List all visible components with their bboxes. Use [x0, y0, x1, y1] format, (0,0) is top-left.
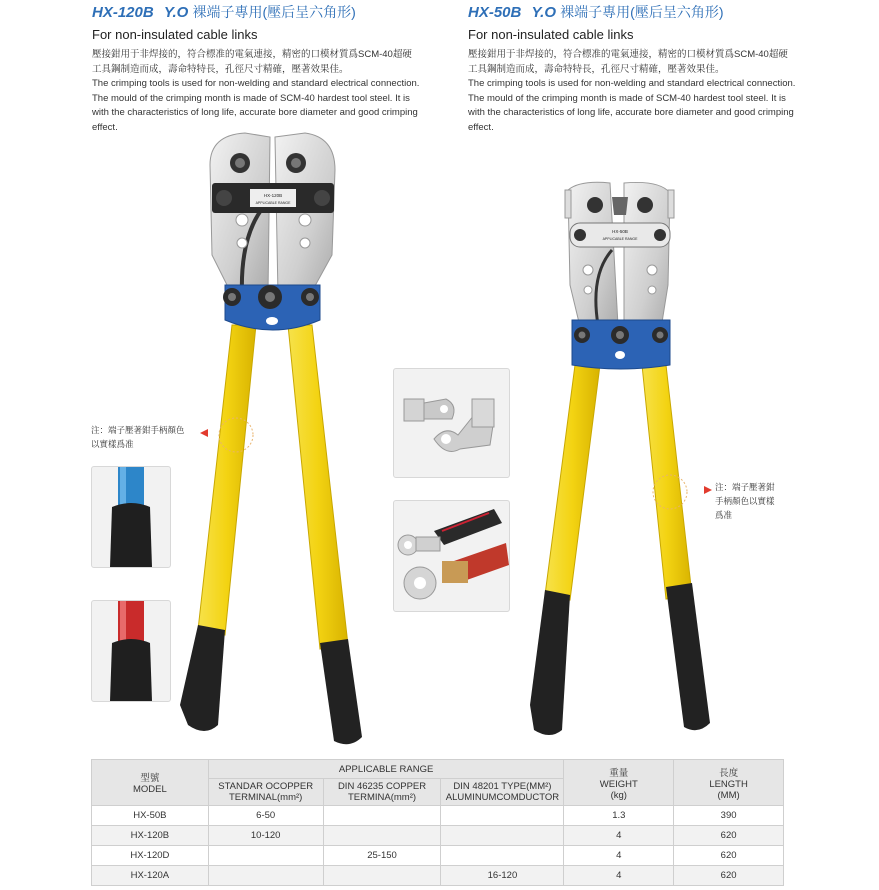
note-arrow-icon: [704, 486, 712, 494]
row-din48201: [441, 846, 564, 866]
right-grip: [320, 639, 362, 744]
right-note-line-3: 爲准: [715, 511, 733, 521]
right-desc-en-4: effect.: [468, 121, 494, 133]
left-model-name: HX-120B: [92, 4, 154, 21]
din48201-header: [441, 779, 564, 806]
row-din46235: [323, 866, 441, 886]
model-header: [92, 760, 209, 806]
right-desc-cn-1: 壓接鉗用于非焊接的，符合標准的電氣連接，精密的口模材質爲SCM-40超硬: [468, 49, 788, 60]
row-length: 390: [674, 806, 784, 826]
left-product-title: [92, 2, 427, 22]
din46235-header-b: TERMINA(mm²): [347, 792, 417, 803]
right-handle: [288, 325, 348, 649]
row-model: HX-120D: [92, 846, 209, 866]
row-weight: 4: [564, 826, 674, 846]
length-header-en: LENGTH: [709, 778, 748, 790]
note-arrow-icon: [200, 429, 208, 437]
crimped-cable-photo: [393, 500, 510, 612]
table-row: [92, 806, 784, 826]
red-handle-photo: [91, 600, 171, 702]
row-din46235: 25-150: [323, 846, 441, 866]
right-title-cn: 裸端子專用(壓后呈六角形): [560, 4, 724, 20]
length-header-unit: (MM): [717, 789, 740, 801]
left-grip: [180, 625, 225, 731]
left-plate-model: HX-120B: [263, 193, 283, 198]
din46235-header: [323, 779, 441, 806]
weight-header-en: WEIGHT: [599, 778, 638, 790]
row-din48201: 16-120: [441, 866, 564, 886]
left-grip: [530, 590, 570, 735]
right-desc-en-2: The mould of the crimping month is made of SCM-40 hardest tool steel. It is: [468, 92, 786, 104]
row-din48201: [441, 826, 564, 846]
row-length: 620: [674, 866, 784, 886]
right-note-callout: [648, 472, 714, 514]
row-std: 6-50: [208, 806, 323, 826]
left-note-callout: [198, 415, 260, 457]
left-handle-color-note: [91, 424, 211, 452]
row-length: 620: [674, 846, 784, 866]
right-plate-range: APPLICABLE RANGE: [602, 237, 638, 241]
left-desc-cn-2: 工具鋼制造而成，壽命特特長，孔徑尺寸精確，壓著效果佳。: [92, 63, 349, 75]
right-note-line-2: 手柄顏色以實樣: [715, 497, 775, 507]
weight-header-unit: (kg): [610, 789, 627, 801]
weight-header: [564, 760, 674, 806]
left-desc-cn-1: 壓接鉗用于非焊接的，符合標准的電氣連接，精密的口模材質爲SCM-40超硬: [92, 49, 412, 60]
right-description: [468, 48, 808, 135]
row-din46235: [323, 826, 441, 846]
din46235-header-a: DIN 46235 COPPER: [337, 781, 427, 792]
row-din48201: [441, 806, 564, 826]
terminal-lugs-photo: [393, 368, 510, 478]
model-header-cn: 型號: [140, 773, 160, 784]
table-header-row: [92, 760, 784, 779]
left-product-header: [92, 2, 427, 135]
terminal-lugs-image: [394, 369, 509, 477]
left-handle: [198, 325, 256, 635]
std-terminal-header: [208, 779, 323, 806]
left-note-line-2: 以實樣爲准: [91, 440, 134, 450]
model-header-en: MODEL: [132, 784, 167, 795]
row-std: 10-120: [208, 826, 323, 846]
left-desc-en-3: with the characteristics of long life, accurate bore diameter and good crimping: [92, 107, 418, 118]
blue-handle-photo: [91, 466, 171, 568]
left-desc-en-2: The mould of the crimping month is made of SCM-40 hardest tool steel. It is: [92, 92, 410, 104]
row-din46235: [323, 806, 441, 826]
right-plate-model: HX-50B: [612, 229, 628, 234]
table-row: [92, 846, 784, 866]
right-note-line-1: 注：端子壓著鉗: [715, 483, 775, 493]
row-weight: 1.3: [564, 806, 674, 826]
blue-handle-image: [92, 467, 170, 567]
right-desc-en-3: with the characteristics of long life, accurate bore diameter and good crimping: [468, 107, 794, 118]
row-model: HX-50B: [92, 806, 209, 826]
right-handle-color-note: [715, 481, 795, 523]
length-header: [674, 760, 784, 806]
row-model: HX-120B: [92, 826, 209, 846]
din48201-header-b: ALUMINUMCOMDUCTOR: [445, 792, 560, 803]
left-plate-range: APPLICABLE RANGE: [255, 201, 291, 205]
row-weight: 4: [564, 866, 674, 886]
row-length: 620: [674, 826, 784, 846]
table-row: [92, 866, 784, 886]
right-subtitle: For non-insulated cable links: [468, 27, 634, 42]
left-title-cn: 裸端子專用(壓后呈六角形): [192, 4, 356, 20]
left-desc-en-4: effect.: [92, 121, 118, 133]
row-weight: 4: [564, 846, 674, 866]
left-description: [92, 48, 427, 135]
crimped-cable-image: [394, 501, 509, 611]
left-desc-en-1: The crimping tools is used for non-welding and standard electrical connection.: [92, 78, 420, 89]
row-model: HX-120A: [92, 866, 209, 886]
right-product-title: [468, 2, 808, 22]
left-note-line-1: 注：端子壓著鉗手柄顏色: [91, 426, 185, 436]
weight-header-cn: 重量: [609, 767, 629, 779]
std-terminal-header-b: TERMINAL(mm²): [228, 792, 303, 803]
length-header-cn: 長度: [719, 767, 739, 779]
applicable-range-header: APPLICABLE RANGE: [208, 760, 564, 779]
right-desc-cn-2: 工具鋼制造而成，壽命特特長，孔徑尺寸精確，壓著效果佳。: [468, 63, 725, 75]
std-terminal-header-a: STANDAR OCOPPER: [218, 781, 314, 792]
red-handle-image: [92, 601, 170, 701]
left-subtitle: For non-insulated cable links: [92, 27, 258, 42]
right-crimping-tool-image: [520, 175, 720, 740]
left-brand: Y.O: [163, 4, 189, 21]
right-model-name: HX-50B: [468, 4, 522, 21]
row-std: [208, 846, 323, 866]
right-brand: Y.O: [531, 4, 556, 21]
table-row: [92, 826, 784, 846]
din48201-header-a: DIN 48201 TYPE(MM²): [453, 781, 552, 792]
left-handle: [545, 365, 600, 600]
right-grip: [666, 583, 710, 730]
row-std: [208, 866, 323, 886]
spec-table: [91, 759, 784, 886]
right-desc-en-1: The crimping tools is used for non-welding and standard electrical connection.: [468, 78, 796, 89]
right-product-header: [468, 2, 808, 135]
